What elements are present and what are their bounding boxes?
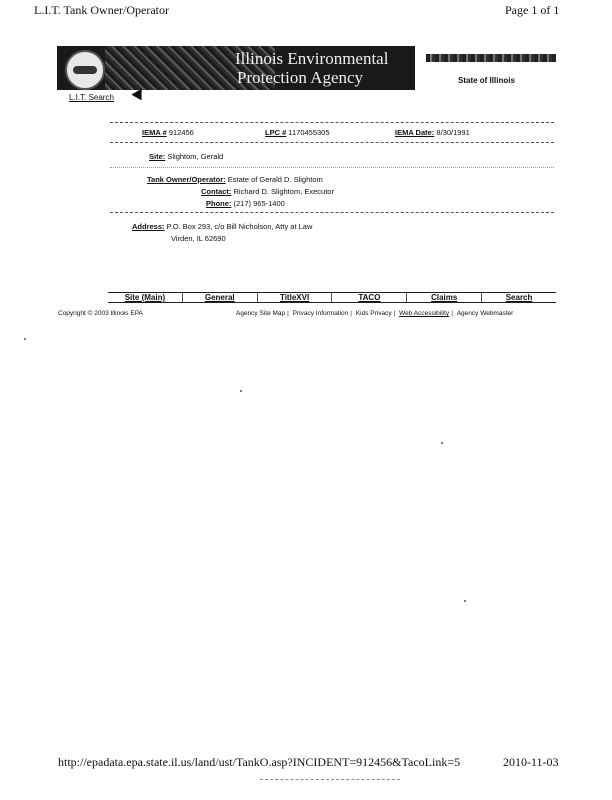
lpc-label: LPC # bbox=[265, 128, 287, 137]
tab-site-main[interactable]: Site (Main) bbox=[108, 293, 183, 302]
lpc-number bbox=[265, 128, 330, 137]
contact-row bbox=[201, 187, 334, 196]
tab-taco[interactable]: TACO bbox=[332, 293, 407, 302]
phone-value: (217) 965-1400 bbox=[233, 199, 285, 208]
footer-link-site-map[interactable]: Agency Site Map bbox=[236, 310, 286, 317]
iema-value: 912456 bbox=[168, 128, 194, 137]
iepa-banner[interactable] bbox=[57, 46, 415, 90]
tab-general[interactable]: General bbox=[183, 293, 258, 302]
tab-search[interactable]: Search bbox=[505, 293, 533, 302]
address-line2: Virden, IL 62690 bbox=[171, 234, 226, 243]
divider bbox=[110, 122, 554, 123]
scan-speck bbox=[240, 390, 242, 392]
site-label: Site: bbox=[149, 152, 166, 161]
tab-claims[interactable]: Claims bbox=[407, 293, 482, 302]
footer-link-accessibility[interactable]: Web Accessibility bbox=[399, 310, 450, 317]
iema-number bbox=[142, 128, 194, 137]
state-of-illinois-link[interactable]: State of Illinois bbox=[458, 76, 515, 85]
tab-titlexvi[interactable]: TitleXVI bbox=[258, 293, 333, 302]
copyright-notice: Copyright © 2003 Illinois EPA bbox=[58, 310, 143, 317]
scan-speck bbox=[24, 338, 26, 340]
iema-date-label: IEMA Date: bbox=[395, 128, 435, 137]
footer-link-kids-privacy[interactable]: Kids Privacy bbox=[355, 310, 392, 317]
footer-links: Agency Site Map | Privacy Information | Kids Privacy | Web Accessibility | Agency Webmaster bbox=[236, 310, 514, 317]
agency-name-line1: Illinois Environmental bbox=[235, 49, 389, 68]
phone-label: Phone: bbox=[206, 199, 232, 208]
footer-link-webmaster[interactable]: Agency Webmaster bbox=[456, 310, 514, 317]
print-header-title: L.I.T. Tank Owner/Operator bbox=[34, 3, 169, 17]
divider bbox=[110, 212, 554, 213]
address-line1: P.O. Box 293, c/o Bill Nicholson, Atty at Law bbox=[166, 222, 313, 231]
owner-row bbox=[147, 175, 323, 184]
print-footer-date: 2010-11-03 bbox=[503, 755, 559, 769]
scan-speck bbox=[464, 600, 466, 602]
phone-row bbox=[206, 199, 285, 208]
contact-label: Contact: bbox=[201, 187, 232, 196]
footer-link-privacy[interactable]: Privacy Information bbox=[292, 310, 349, 317]
iema-date bbox=[395, 128, 470, 137]
lit-search-link[interactable]: L.I.T. Search bbox=[69, 93, 114, 102]
iema-label: IEMA # bbox=[142, 128, 167, 137]
cursor-arrow-icon bbox=[131, 89, 146, 104]
illinois-seal-icon bbox=[65, 50, 105, 90]
address-row bbox=[132, 222, 312, 231]
owner-label: Tank Owner/Operator: bbox=[147, 175, 226, 184]
iema-date-value: 8/30/1991 bbox=[436, 128, 470, 137]
tab-bar bbox=[108, 292, 556, 303]
scan-speck bbox=[441, 442, 443, 444]
print-header-page-number: Page 1 of 1 bbox=[505, 3, 560, 17]
site-value: Slightom, Gerald bbox=[167, 152, 224, 161]
divider bbox=[110, 167, 554, 168]
print-footer-url: http://epadata.epa.state.il.us/land/ust/TankO.asp?INCIDENT=912456&TacoLink=5 bbox=[58, 755, 461, 769]
site-row bbox=[149, 152, 223, 161]
scan-artifact-line bbox=[260, 779, 400, 780]
agency-name-line2: Protection Agency bbox=[237, 68, 364, 87]
divider bbox=[110, 142, 554, 143]
address-label: Address: bbox=[132, 222, 165, 231]
owner-value: Estate of Gerald D. Slightom bbox=[227, 175, 323, 184]
state-banner-strip bbox=[426, 54, 556, 62]
contact-value: Richard D. Slightom, Executor bbox=[233, 187, 334, 196]
lpc-value: 1170455305 bbox=[288, 128, 330, 137]
